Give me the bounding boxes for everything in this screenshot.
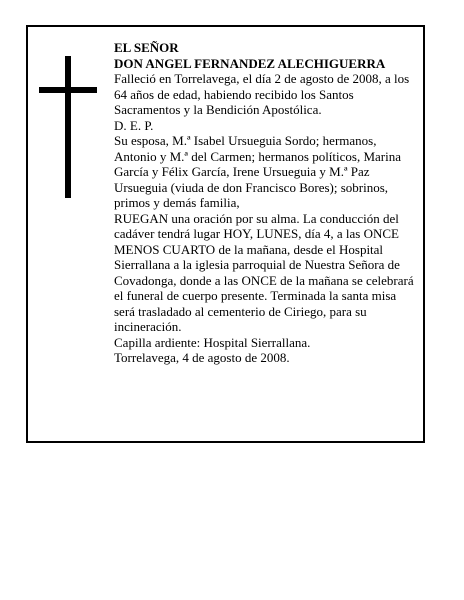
cross-horizontal-bar <box>39 87 97 93</box>
deceased-name: DON ANGEL FERNANDEZ ALECHIGUERRA <box>114 55 386 71</box>
place-and-date: Torrelavega, 4 de agosto de 2008. <box>114 350 290 365</box>
funeral-details: RUEGAN una oración por su alma. La conducción del cadáver tendrá lugar HOY, LUNES, día 4, a las ONCE MENOS CUARTO de la mañana, desde el Hospital Sierrallana a la iglesia parroquial de Nuestra Señora de Covadonga, donde a las ONCE de la mañana se celebrará el funeral de cuerpo presente. Terminada la santa misa será trasladado al cementerio de Ciriego, para su incineración. <box>114 210 414 334</box>
rest-in-peace: D. E. P. <box>114 117 154 133</box>
notice-title: EL SEÑOR <box>114 40 179 55</box>
notice-body <box>114 40 417 366</box>
family-list: Su esposa, M.ª Isabel Ursueguia Sordo; hermanos, Antonio y M.ª del Carmen; hermanos políticos, Marina García y Félix García, Irene Ursueguia y M.ª Paz Ursueguia (viuda de don Francisco Bores); sobrinos, primos y demás familia, <box>114 133 402 210</box>
cross-icon <box>39 56 97 198</box>
chapel-location: Capilla ardiente: Hospital Sierrallana. <box>114 334 311 350</box>
death-announcement: Falleció en Torrelavega, el día 2 de agosto de 2008, a los 64 años de edad, habiendo recibido los Santos Sacramentos y la Bendición Apostólica. <box>114 71 410 117</box>
obituary-notice <box>26 25 425 443</box>
cross-vertical-bar <box>65 56 71 198</box>
